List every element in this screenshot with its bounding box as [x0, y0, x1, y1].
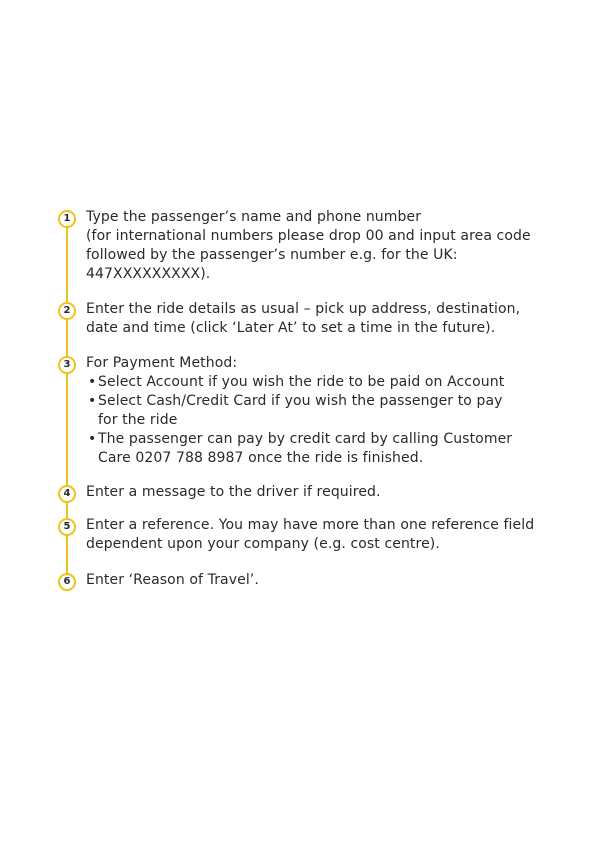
step-text [86, 516, 536, 554]
bullet-dot: • [88, 393, 97, 409]
step-line: Type the passenger’s name and phone number [86, 209, 422, 225]
bullet-dot: • [88, 431, 97, 447]
bullet-item [86, 373, 536, 392]
step-number-badge: 3 [58, 356, 76, 374]
step-line: date and time (click ‘Later At’ to set a time in the future). [86, 320, 496, 336]
step-connector-2-3 [66, 316, 68, 356]
step-line: dependent upon your company (e.g. cost centre). [86, 536, 440, 552]
step-connector-5-6 [66, 532, 68, 574]
step-line: Enter ‘Reason of Travel’. [86, 572, 259, 588]
step-number-badge: 4 [58, 485, 76, 503]
bullet-item [86, 430, 536, 449]
step-connector-3-4 [66, 370, 68, 485]
step-text [86, 354, 536, 468]
bullet-text: Select Account if you wish the ride to be paid on Account [98, 374, 505, 390]
step-text [86, 571, 536, 590]
step-line: 447XXXXXXXXX). [86, 266, 211, 282]
step-number-badge: 5 [58, 518, 76, 536]
bullet-item [86, 392, 536, 411]
step-line: (for international numbers please drop 00 and input area code [86, 228, 531, 244]
bullet-dot: • [88, 374, 97, 390]
bullet-text: Select Cash/Credit Card if you wish the passenger to pay [98, 393, 503, 409]
step-number-badge: 6 [58, 573, 76, 591]
bullet-text: The passenger can pay by credit card by calling Customer [98, 431, 513, 447]
step-line: followed by the passenger’s number e.g. for the UK: [86, 247, 458, 263]
step-line: Enter the ride details as usual – pick up address, destination, [86, 301, 521, 317]
step-text [86, 483, 536, 502]
step-text [86, 300, 536, 338]
step-number-badge: 2 [58, 302, 76, 320]
bullet-continuation: for the ride [98, 412, 178, 428]
bullet-continuation: Care 0207 788 8987 once the ride is finished. [98, 450, 424, 466]
step-line: Enter a message to the driver if required. [86, 484, 381, 500]
step-line: Enter a reference. You may have more than one reference field [86, 517, 535, 533]
step-heading: For Payment Method: [86, 355, 238, 371]
step-number-badge: 1 [58, 210, 76, 228]
step-connector-1-2 [66, 226, 68, 304]
step-text [86, 208, 536, 284]
